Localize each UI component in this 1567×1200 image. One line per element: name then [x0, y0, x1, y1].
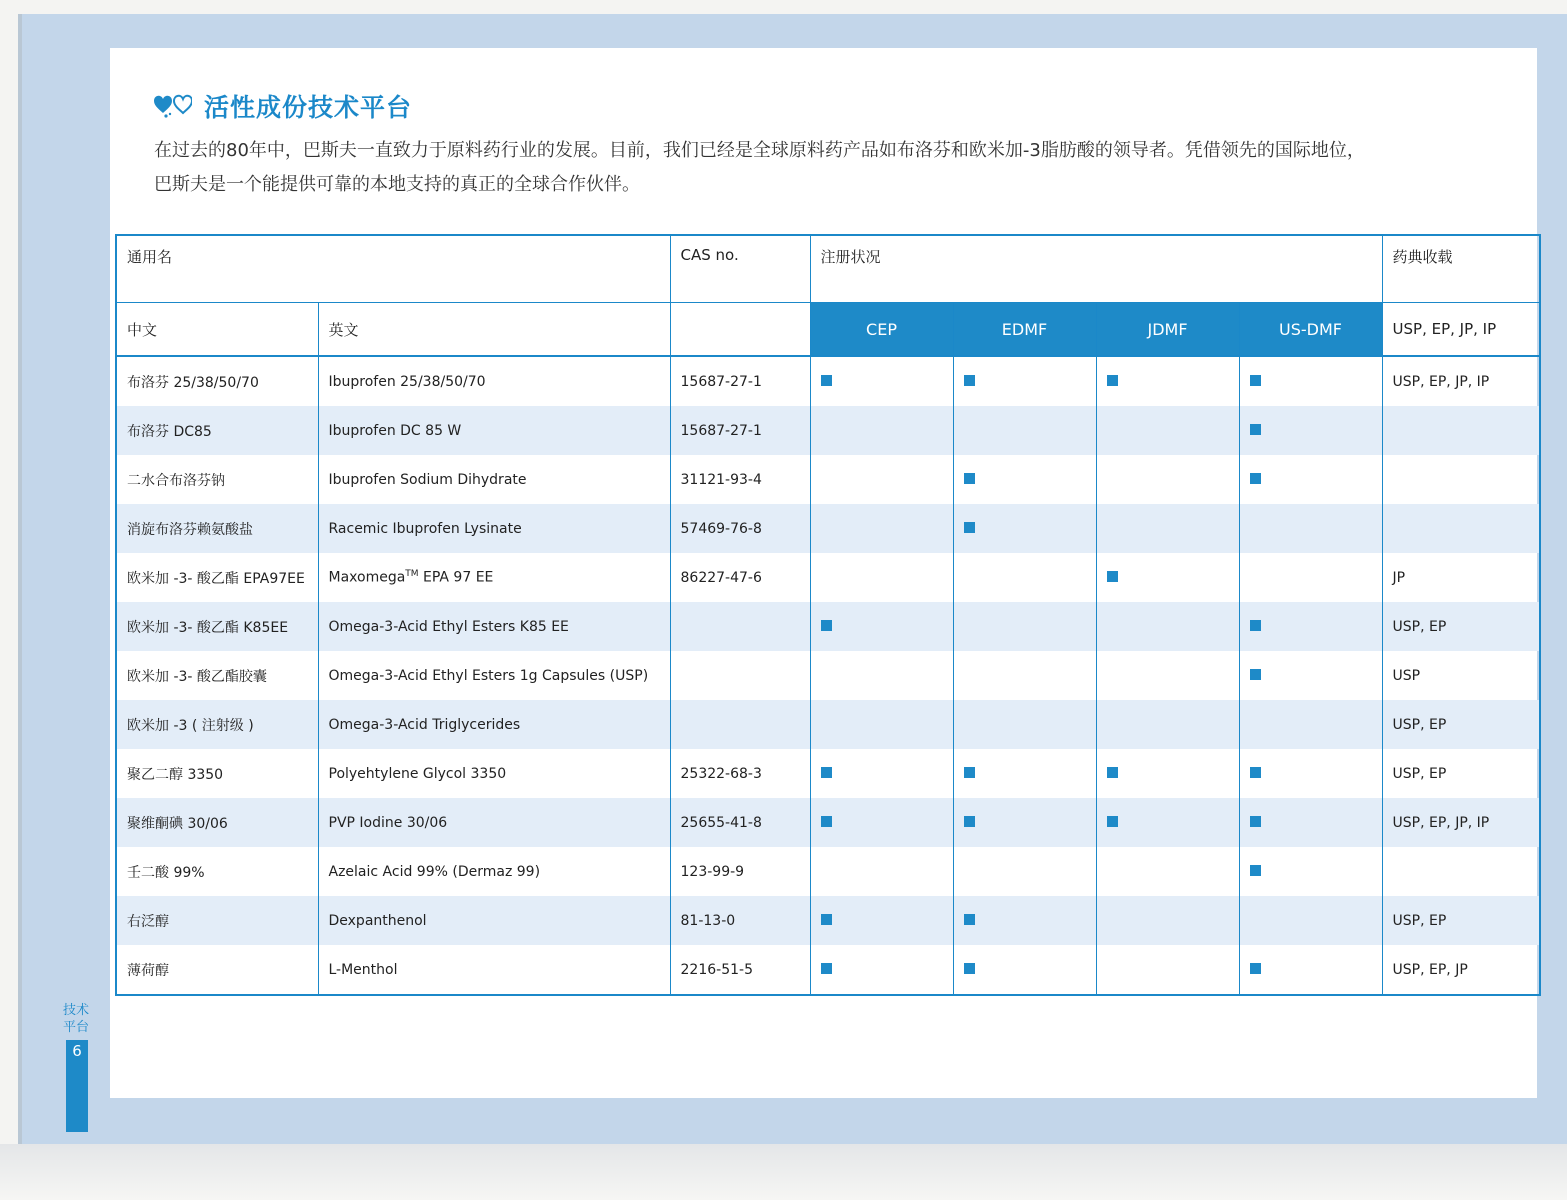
cell-edmf: [953, 455, 1096, 504]
cell-pharmacopoeia: [1382, 504, 1540, 553]
cell-pharmacopoeia: JP: [1382, 553, 1540, 602]
header-generic-name: 通用名: [116, 235, 670, 303]
cell-cas-number: 15687-27-1: [670, 406, 810, 455]
registered-marker-icon: [1107, 767, 1118, 778]
section-tab-line-2: 平台: [62, 1020, 89, 1035]
table-row: [116, 847, 1540, 896]
cell-english-name: Omega-3-Acid Triglycerides: [318, 700, 670, 749]
english-name-text: Maxomega: [328, 569, 406, 586]
cell-cep: [810, 356, 953, 406]
page-number: 6: [72, 1042, 82, 1060]
cell-chinese-name: 聚乙二醇 3350: [116, 749, 318, 798]
cell-pharmacopoeia: USP, EP, JP, IP: [1382, 798, 1540, 847]
cell-cas-number: 123-99-9: [670, 847, 810, 896]
registered-marker-icon: [821, 963, 832, 974]
cell-pharmacopoeia: USP, EP: [1382, 749, 1540, 798]
header-cas: CAS no.: [670, 235, 810, 303]
english-name-suffix: EPA 97 EE: [418, 569, 494, 586]
cell-edmf: [953, 847, 1096, 896]
cell-jdmf: [1096, 455, 1239, 504]
header-jdmf: JDMF: [1096, 303, 1239, 357]
registered-marker-icon: [964, 767, 975, 778]
brochure-page: [110, 48, 1537, 1098]
molecule-icon: [152, 92, 192, 118]
cell-pharmacopoeia: USP, EP: [1382, 602, 1540, 651]
cell-edmf: [953, 553, 1096, 602]
cell-edmf: [953, 406, 1096, 455]
table-row: [116, 504, 1540, 553]
registered-marker-icon: [1107, 375, 1118, 386]
cell-cep: [810, 504, 953, 553]
registered-marker-icon: [964, 963, 975, 974]
cell-cas-number: 25322-68-3: [670, 749, 810, 798]
cell-cas-number: [670, 700, 810, 749]
cell-cep: [810, 798, 953, 847]
cell-cep: [810, 406, 953, 455]
cell-usdmf: [1239, 700, 1382, 749]
registered-marker-icon: [821, 620, 832, 631]
cell-jdmf: [1096, 406, 1239, 455]
cell-jdmf: [1096, 553, 1239, 602]
cell-usdmf: [1239, 406, 1382, 455]
cell-cep: [810, 945, 953, 995]
registered-marker-icon: [1250, 473, 1261, 484]
cell-usdmf: [1239, 847, 1382, 896]
registered-marker-icon: [964, 914, 975, 925]
registered-marker-icon: [821, 375, 832, 386]
cell-chinese-name: 布洛芬 25/38/50/70: [116, 356, 318, 406]
table-row: [116, 749, 1540, 798]
cell-pharmacopoeia: USP: [1382, 651, 1540, 700]
cell-chinese-name: 聚维酮碘 30/06: [116, 798, 318, 847]
cell-cas-number: 31121-93-4: [670, 455, 810, 504]
header-edmf: EDMF: [953, 303, 1096, 357]
cell-jdmf: [1096, 356, 1239, 406]
registered-marker-icon: [1250, 816, 1261, 827]
cell-edmf: [953, 798, 1096, 847]
cell-edmf: [953, 896, 1096, 945]
registered-marker-icon: [1250, 767, 1261, 778]
cell-english-name: Ibuprofen Sodium Dihydrate: [318, 455, 670, 504]
cell-usdmf: [1239, 896, 1382, 945]
cell-edmf: [953, 602, 1096, 651]
cell-cas-number: [670, 651, 810, 700]
header-cas-blank: [670, 303, 810, 357]
cell-usdmf: [1239, 553, 1382, 602]
table-row: [116, 896, 1540, 945]
table-row: [116, 602, 1540, 651]
cell-pharmacopoeia: USP, EP: [1382, 700, 1540, 749]
scan-margin: [0, 1144, 1567, 1200]
page-title: 活性成份技术平台: [204, 93, 413, 122]
cell-usdmf: [1239, 651, 1382, 700]
cell-usdmf: [1239, 798, 1382, 847]
registered-marker-icon: [964, 816, 975, 827]
table-body: [116, 356, 1540, 995]
cell-usdmf: [1239, 356, 1382, 406]
cell-chinese-name: 欧米加 -3- 酸乙酯 K85EE: [116, 602, 318, 651]
cell-jdmf: [1096, 749, 1239, 798]
registered-marker-icon: [1250, 424, 1261, 435]
registered-marker-icon: [964, 473, 975, 484]
cell-jdmf: [1096, 798, 1239, 847]
table-group-header-row: [116, 235, 1540, 303]
cell-english-name: [318, 553, 670, 602]
cell-usdmf: [1239, 602, 1382, 651]
cell-edmf: [953, 700, 1096, 749]
cell-pharmacopoeia: [1382, 455, 1540, 504]
registered-marker-icon: [821, 914, 832, 925]
header-chinese: 中文: [116, 303, 318, 357]
registered-marker-icon: [1107, 571, 1118, 582]
cell-chinese-name: 欧米加 -3- 酸乙酯 EPA97EE: [116, 553, 318, 602]
header-pharmacopoeia-list: USP, EP, JP, IP: [1382, 303, 1540, 357]
cell-edmf: [953, 356, 1096, 406]
page-number-bar: [66, 1040, 88, 1132]
cell-cas-number: [670, 602, 810, 651]
cell-chinese-name: 薄荷醇: [116, 945, 318, 995]
cell-jdmf: [1096, 896, 1239, 945]
cell-cep: [810, 602, 953, 651]
cell-pharmacopoeia: [1382, 406, 1540, 455]
registered-marker-icon: [964, 522, 975, 533]
cell-pharmacopoeia: USP, EP: [1382, 896, 1540, 945]
cell-jdmf: [1096, 847, 1239, 896]
header-pharmacopoeia: 药典收载: [1382, 235, 1540, 303]
intro-paragraph: [154, 134, 1514, 202]
header-cep: CEP: [810, 303, 953, 357]
table-row: [116, 553, 1540, 602]
cell-edmf: [953, 945, 1096, 995]
cell-chinese-name: 布洛芬 DC85: [116, 406, 318, 455]
cell-english-name: Omega-3-Acid Ethyl Esters 1g Capsules (USP): [318, 651, 670, 700]
cell-usdmf: [1239, 455, 1382, 504]
cell-cep: [810, 553, 953, 602]
table-row: [116, 651, 1540, 700]
cell-usdmf: [1239, 504, 1382, 553]
section-tab: [60, 1002, 92, 1036]
cell-pharmacopoeia: USP, EP, JP, IP: [1382, 356, 1540, 406]
api-product-table: [115, 234, 1541, 996]
table-row: [116, 356, 1540, 406]
cell-cep: [810, 455, 953, 504]
cell-english-name: Dexpanthenol: [318, 896, 670, 945]
table-row: [116, 700, 1540, 749]
cell-cas-number: 2216-51-5: [670, 945, 810, 995]
cell-edmf: [953, 504, 1096, 553]
cell-chinese-name: 消旋布洛芬赖氨酸盐: [116, 504, 318, 553]
cell-cas-number: 57469-76-8: [670, 504, 810, 553]
cell-chinese-name: 欧米加 -3 ( 注射级 ): [116, 700, 318, 749]
cell-cas-number: 25655-41-8: [670, 798, 810, 847]
cell-cas-number: 81-13-0: [670, 896, 810, 945]
intro-line-2: 巴斯夫是一个能提供可靠的本地支持的真正的全球合作伙伴。: [154, 174, 640, 195]
header-english: 英文: [318, 303, 670, 357]
cell-chinese-name: 右泛醇: [116, 896, 318, 945]
table-row: [116, 406, 1540, 455]
cell-english-name: Polyehtylene Glycol 3350: [318, 749, 670, 798]
cell-pharmacopoeia: [1382, 847, 1540, 896]
intro-line-1: 在过去的80年中，巴斯夫一直致力于原料药行业的发展。目前，我们已经是全球原料药产品如布洛芬和欧米加-3脂肪酸的领导者。凭借领先的国际地位，: [154, 140, 1365, 161]
cell-pharmacopoeia: USP, EP, JP: [1382, 945, 1540, 995]
cell-english-name: Azelaic Acid 99% (Dermaz 99): [318, 847, 670, 896]
cell-cep: [810, 896, 953, 945]
cell-jdmf: [1096, 700, 1239, 749]
table-sub-header-row: [116, 303, 1540, 357]
cell-cas-number: 86227-47-6: [670, 553, 810, 602]
cell-usdmf: [1239, 749, 1382, 798]
cell-cas-number: 15687-27-1: [670, 356, 810, 406]
cell-english-name: Racemic Ibuprofen Lysinate: [318, 504, 670, 553]
registered-marker-icon: [821, 816, 832, 827]
registered-marker-icon: [1107, 816, 1118, 827]
registered-marker-icon: [821, 767, 832, 778]
cell-cep: [810, 749, 953, 798]
cell-english-name: L-Menthol: [318, 945, 670, 995]
cell-usdmf: [1239, 945, 1382, 995]
cell-cep: [810, 847, 953, 896]
registered-marker-icon: [1250, 375, 1261, 386]
cell-jdmf: [1096, 945, 1239, 995]
cell-english-name: PVP Iodine 30/06: [318, 798, 670, 847]
trademark-mark: TM: [405, 569, 419, 580]
table-row: [116, 798, 1540, 847]
cell-english-name: Ibuprofen 25/38/50/70: [318, 356, 670, 406]
header-usdmf: US-DMF: [1239, 303, 1382, 357]
cell-edmf: [953, 651, 1096, 700]
header-registration: 注册状况: [810, 235, 1382, 303]
cell-jdmf: [1096, 504, 1239, 553]
cell-jdmf: [1096, 651, 1239, 700]
table-row: [116, 945, 1540, 995]
cell-chinese-name: 欧米加 -3- 酸乙酯胶囊: [116, 651, 318, 700]
registered-marker-icon: [1250, 620, 1261, 631]
cell-chinese-name: 二水合布洛芬钠: [116, 455, 318, 504]
cell-english-name: Omega-3-Acid Ethyl Esters K85 EE: [318, 602, 670, 651]
cell-cep: [810, 700, 953, 749]
cell-jdmf: [1096, 602, 1239, 651]
cell-edmf: [953, 749, 1096, 798]
cell-english-name: Ibuprofen DC 85 W: [318, 406, 670, 455]
registered-marker-icon: [964, 375, 975, 386]
registered-marker-icon: [1250, 963, 1261, 974]
section-tab-line-1: 技术: [62, 1003, 89, 1018]
table-row: [116, 455, 1540, 504]
cell-chinese-name: 壬二酸 99%: [116, 847, 318, 896]
registered-marker-icon: [1250, 669, 1261, 680]
registered-marker-icon: [1250, 865, 1261, 876]
cell-cep: [810, 651, 953, 700]
